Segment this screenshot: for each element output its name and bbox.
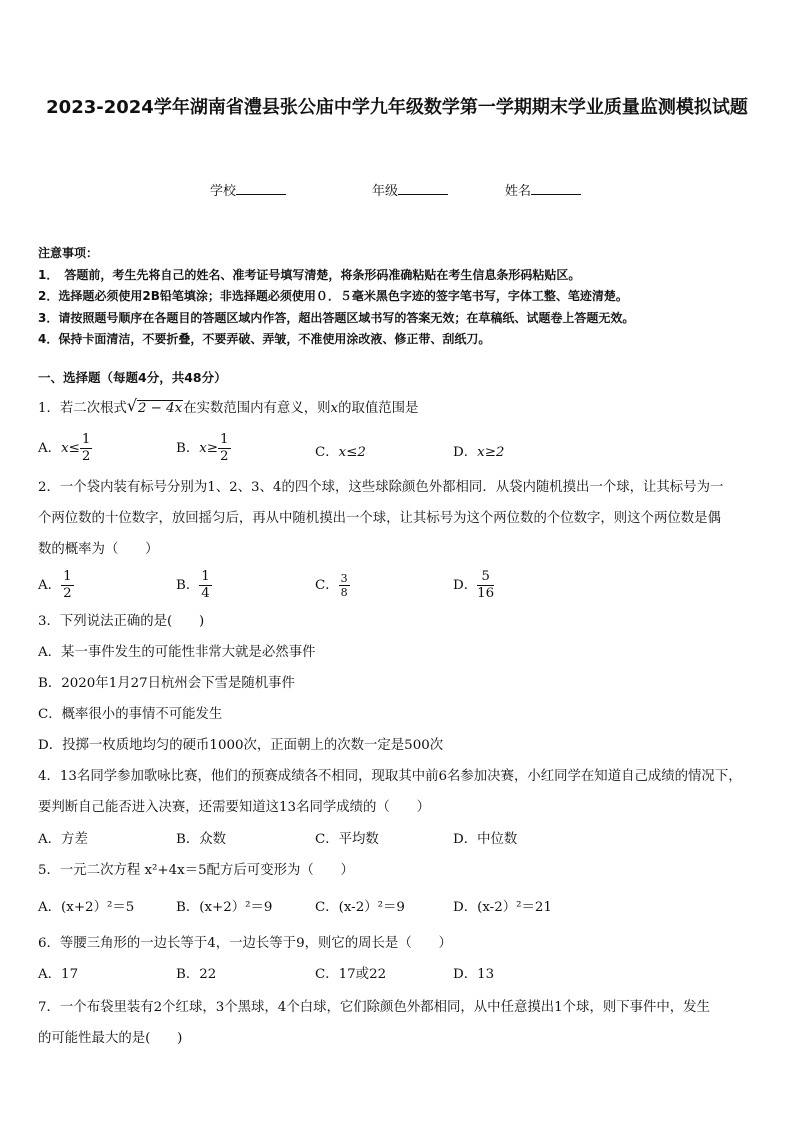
question-2-line: 2．一个袋内装有标号分别为1、2、3、4的四个球，这些球除颜色外都相同．从袋内随机摸出一个球，让其标号为一	[38, 480, 724, 495]
q6-option-c: C．17或22	[315, 967, 387, 982]
q1-post: 在实数范围内有意义，则	[183, 401, 331, 416]
denominator: 2	[220, 449, 229, 464]
q4-option-b: B．众数	[176, 832, 227, 847]
q1-tail: 的取值范围是	[338, 401, 419, 416]
option-label: C．	[315, 445, 339, 460]
q6-option-b: B．22	[176, 967, 217, 982]
q4-option-d: D．中位数	[453, 832, 518, 847]
q5-option-b: B．(x+2）²＝9	[176, 900, 273, 915]
q1-var: x	[330, 401, 339, 416]
name-blank	[531, 182, 581, 195]
notice-item: 4．保持卡面清洁，不要折叠，不要弄破、弄皱，不准使用涂改液、修正带、刮纸刀。	[38, 332, 491, 346]
q1-radicand: 2 − 4x	[137, 401, 183, 416]
q5-option-d: D．(x-2）²＝21	[453, 900, 552, 915]
q1-option-a	[38, 432, 92, 465]
question-2-line: 个两位数的十位数字，放回摇匀后，再从中随机摸出一个球，让其标号为这个两位数的个位数字，则这个两位数是偶	[38, 511, 721, 526]
question-1-stem	[38, 396, 419, 418]
question-3-stem: 3．下列说法正确的是( )	[38, 614, 205, 629]
option-label: D．	[453, 578, 478, 593]
grade-blank	[398, 182, 448, 195]
fraction	[218, 432, 231, 465]
q5-option-a: A．(x+2）²＝5	[38, 900, 135, 915]
q1-option-d	[453, 441, 504, 460]
question-7-line: 的可能性最大的是( )	[38, 1031, 183, 1046]
q1-pre: 1．若二次根式	[38, 401, 127, 416]
option-label: D．	[453, 445, 478, 460]
grade-label: 年级	[372, 184, 399, 199]
name-label: 姓名	[505, 184, 532, 199]
q1-option-b	[176, 432, 231, 465]
question-4-line: 要判断自己能否进入决赛，还需要知道这13名同学成绩的（ ）	[38, 800, 430, 815]
option-relation: x≤2	[338, 445, 366, 460]
option-label: B．	[176, 578, 200, 593]
q3-option: B．2020年1月27日杭州会下雪是随机事件	[38, 676, 295, 691]
fraction	[80, 432, 93, 465]
denominator: 2	[63, 586, 72, 601]
q1-option-c	[315, 441, 366, 460]
option-label: A．	[38, 578, 62, 593]
option-label: A．	[38, 441, 62, 456]
q6-option-d: D．13	[453, 967, 495, 982]
q3-option: A．某一事件发生的可能性非常大就是必然事件	[38, 645, 316, 660]
fraction	[61, 569, 74, 602]
numerator: 3	[340, 572, 348, 585]
option-relation: x≥2	[477, 445, 505, 460]
q6-option-a: A．17	[38, 967, 79, 982]
numerator: 5	[477, 569, 494, 586]
denominator: 4	[201, 586, 210, 601]
question-4-line: 4．13名同学参加歌咏比赛，他们的预赛成绩各不相同，现取其中前6名参加决赛，小红同学在知道自己成绩的情况下，	[38, 769, 742, 784]
q4-option-a: A．方差	[38, 832, 88, 847]
q3-option: D．投掷一枚质地均匀的硬币1000次，正面朝上的次数一定是500次	[38, 738, 444, 753]
denominator: 2	[81, 449, 91, 464]
notice-item: 1． 答题前，考生先将自己的姓名、准考证号填写清楚，将条形码准确粘贴在考生信息条形码粘贴区。	[38, 267, 581, 282]
section-heading: 一、选择题（每题4分，共48分）	[38, 370, 227, 385]
q2-option-b	[176, 569, 212, 602]
q4-option-c: C．平均数	[315, 832, 379, 847]
option-label: B．	[176, 441, 200, 456]
numerator: 1	[63, 569, 72, 584]
q3-option: C．概率很小的事情不可能发生	[38, 707, 223, 722]
notice-block	[38, 243, 634, 351]
notice-heading: 注意事项：	[38, 246, 99, 260]
sqrt-expression: √ 2 − 4x	[126, 396, 183, 416]
fraction	[477, 569, 494, 602]
fraction	[199, 569, 212, 602]
question-7-line: 7．一个布袋里装有2个红球，3个黑球，4个白球，它们除颜色外都相同，从中任意摸出1个球，则下事件中，发生	[38, 1000, 710, 1015]
q2-option-a	[38, 569, 74, 602]
q2-option-d	[453, 569, 494, 602]
page-title: 2023-2024学年湖南省澧县张公庙中学九年级数学第一学期期末学业质量监测模拟试题	[46, 97, 748, 118]
question-2-line: 数的概率为（ ）	[38, 542, 159, 557]
question-5-stem: 5．一元二次方程 x²+4x＝5配方后可变形为（ ）	[38, 863, 354, 878]
question-6-stem: 6．等腰三角形的一边长等于4，一边长等于9，则它的周长是（ ）	[38, 936, 452, 951]
name-field	[505, 180, 581, 199]
school-blank	[236, 182, 286, 195]
q5-option-c: C．(x-2）²＝9	[315, 900, 405, 915]
option-label: C．	[315, 578, 339, 593]
numerator: 1	[220, 432, 229, 447]
notice-item: 3．请按照题号顺序在各题目的答题区域内作答，超出答题区域书写的答案无效；在草稿纸、试题卷上答题无效。	[38, 310, 635, 325]
denominator: 16	[477, 586, 495, 601]
fraction	[339, 572, 350, 599]
option-relation: x≥	[199, 441, 219, 456]
numerator: 1	[81, 432, 91, 447]
school-field	[210, 180, 286, 199]
school-label: 学校	[210, 184, 237, 199]
notice-item: 2．选择题必须使用2B铅笔填涂；非选择题必须使用０．５毫米黑色字迹的签字笔书写，字体工整、笔迹清楚。	[38, 289, 628, 303]
grade-field	[372, 180, 448, 199]
numerator: 1	[201, 569, 210, 584]
denominator: 8	[340, 586, 348, 599]
q2-option-c	[315, 572, 350, 599]
option-relation: x≤	[61, 441, 80, 456]
